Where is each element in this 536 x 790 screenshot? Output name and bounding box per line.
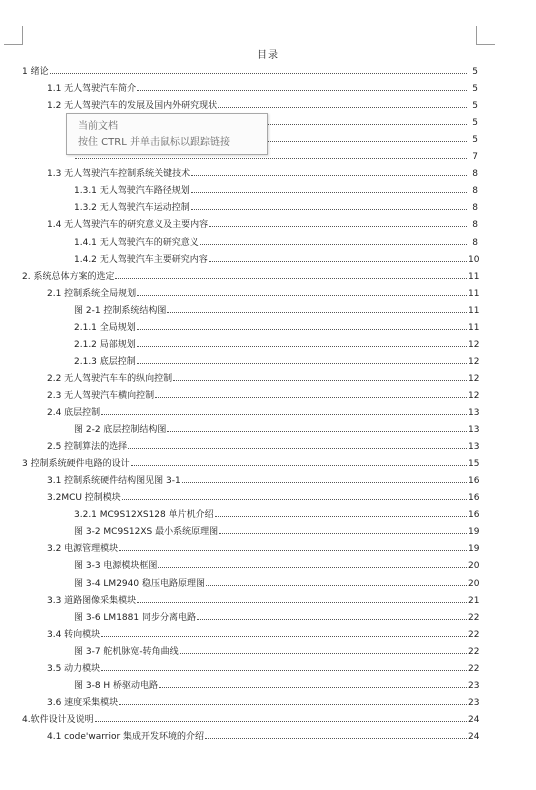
toc-entry-label: 2.3 无人驾驶汽车横向控制	[47, 390, 155, 401]
tooltip-line-1: 当前文档	[78, 121, 118, 132]
toc-entry-label: 3 控制系统硬件电路的设计	[22, 459, 130, 470]
toc-entry-label: 3.2.1 MC9S12XS128 单片机介绍	[74, 510, 214, 521]
toc-leader-dots	[137, 286, 467, 296]
toc-entry-label: 3.5 动力模块	[47, 663, 101, 674]
toc-entry[interactable]	[47, 661, 478, 675]
toc-entry-label: 1.2 无人驾驶汽车的发展及国内外研究现状	[47, 101, 218, 112]
toc-entry-label: 4.1 code'warrior 集成开发环境的介绍	[47, 731, 205, 742]
toc-entry-page-number: 5	[472, 67, 478, 77]
toc-leader-dots	[128, 439, 467, 449]
toc-entry[interactable]	[47, 81, 478, 95]
toc-entry[interactable]	[22, 269, 478, 283]
toc-entry-label: 3.1 控制系统硬件结构图见图 3-1	[47, 476, 181, 487]
toc-entry-page-number: 21	[468, 595, 480, 606]
toc-entry-label: 图 2-1 控制系统结构图	[74, 305, 167, 316]
toc-entry-page-number: 5	[472, 118, 478, 129]
toc-entry-label: 图 3-2 MC9S12XS 最小系统原理图	[74, 527, 219, 538]
toc-entry-page-number: 24	[468, 731, 480, 742]
toc-entry-label: 图 3-8 H 桥驱动电路	[74, 680, 159, 691]
toc-entry[interactable]	[74, 200, 478, 214]
toc-entry-page-number: 8	[472, 237, 478, 248]
toc-entry-page-number: 8	[472, 220, 478, 231]
toc-leader-dots	[115, 269, 467, 279]
toc-entry[interactable]	[74, 337, 478, 351]
toc-entry-label: 1.4 无人驾驶汽车的研究意义及主要内容	[47, 220, 209, 231]
toc-entry[interactable]	[74, 610, 478, 624]
toc-leader-dots	[209, 217, 467, 227]
toc-entry[interactable]	[74, 303, 478, 317]
toc-entry-label: 2.1.1 全局规划	[74, 322, 136, 333]
toc-leader-dots	[197, 610, 467, 620]
toc-entry[interactable]	[74, 507, 478, 521]
toc-entry-page-number: 12	[468, 339, 480, 350]
toc-entry-page-number: 22	[468, 612, 480, 623]
toc-entry-page-number: 11	[468, 288, 480, 299]
toc-entry-page-number: 10	[468, 254, 480, 265]
toc-entry-label: 2. 系统总体方案的选定	[22, 271, 115, 282]
toc-entry-label: 2.1.3 底层控制	[74, 356, 136, 367]
toc-entry-page-number: 8	[472, 186, 478, 197]
toc-entry[interactable]	[47, 217, 478, 231]
toc-entry-label: 图 3-6 LM1881 同步分离电路	[74, 612, 196, 623]
toc-entry-label: 4.软件设计及说明	[22, 714, 94, 725]
toc-entry[interactable]	[74, 644, 478, 658]
toc-entry-page-number: 24	[468, 714, 480, 725]
toc-leader-dots	[137, 320, 467, 330]
toc-leader-dots	[215, 507, 467, 517]
toc-entry-page-number: 8	[472, 169, 478, 180]
toc-entry-label: 图 3-3 电源模块框图	[74, 561, 158, 572]
toc-entry-label: 1.4.1 无人驾驶汽车的研究意义	[74, 237, 199, 248]
toc-leader-dots	[119, 695, 467, 705]
toc-entry-label: 图 3-7 舵机脉宽-转角曲线	[74, 646, 179, 657]
toc-entry[interactable]	[47, 439, 478, 453]
toc-entry-page-number: 16	[468, 493, 480, 504]
toc-entry-page-number: 22	[468, 663, 480, 674]
toc-entry[interactable]	[74, 183, 478, 197]
toc-entry-page-number: 5	[472, 84, 478, 95]
toc-entry-label: 3.3 道路图像采集模块	[47, 595, 137, 606]
toc-entry[interactable]	[22, 64, 478, 78]
toc-entry[interactable]	[74, 252, 478, 266]
toc-entry-label: 1.3 无人驾驶汽车控制系统关键技术	[47, 169, 191, 180]
toc-leader-dots	[218, 98, 467, 108]
toc-entry[interactable]	[74, 320, 478, 334]
toc-entry[interactable]	[47, 593, 478, 607]
toc-entry-page-number: 20	[468, 561, 480, 572]
toc-entry-page-number: 22	[468, 629, 480, 640]
toc-entry-label: 2.1.2 局部规划	[74, 339, 136, 350]
toc-entry-page-number: 7	[472, 152, 478, 163]
toc-entry-label: 1.3.1 无人驾驶汽车路径规划	[74, 186, 190, 197]
toc-leader-dots	[119, 541, 467, 551]
toc-entry[interactable]	[74, 235, 478, 249]
toc-entry-page-number: 13	[468, 425, 480, 436]
toc-leader-dots	[219, 524, 467, 534]
toc-leader-dots	[137, 354, 467, 364]
toc-leader-dots	[50, 64, 467, 74]
toc-leader-dots	[137, 337, 467, 347]
toc-entry-page-number: 15	[468, 459, 480, 470]
toc-entry[interactable]	[47, 473, 478, 487]
toc-entry[interactable]	[22, 712, 478, 726]
toc-entry-page-number: 16	[468, 510, 480, 521]
toc-entry[interactable]	[47, 371, 478, 385]
toc-entry-page-number: 5	[472, 101, 478, 112]
toc-entry[interactable]	[47, 166, 478, 180]
toc-leader-dots	[131, 456, 467, 466]
toc-entry-page-number: 19	[468, 527, 480, 538]
link-tooltip	[66, 113, 268, 155]
toc-leader-dots	[191, 200, 467, 210]
toc-leader-dots	[158, 558, 467, 568]
toc-leader-dots	[209, 252, 467, 262]
toc-entry-label: 3.2MCU 控制模块	[47, 493, 121, 504]
toc-title: 目录	[257, 50, 279, 61]
toc-leader-dots	[137, 81, 467, 91]
toc-entry-page-number: 20	[468, 578, 480, 589]
toc-entry[interactable]	[74, 576, 478, 590]
toc-entry[interactable]	[47, 490, 478, 504]
toc-entry-label: 2.2 无人驾驶汽车车的纵向控制	[47, 373, 173, 384]
toc-entry-page-number: 13	[468, 408, 480, 418]
toc-leader-dots	[101, 661, 467, 671]
toc-entry[interactable]	[74, 422, 478, 436]
toc-entry-label: 1.3.2 无人驾驶汽车运动控制	[74, 203, 190, 214]
toc-leader-dots	[182, 473, 467, 483]
toc-leader-dots	[159, 678, 467, 688]
toc-leader-dots	[167, 303, 467, 313]
toc-entry-page-number: 11	[468, 271, 480, 282]
toc-entry[interactable]	[47, 627, 478, 641]
toc-entry[interactable]	[74, 524, 478, 538]
toc-entry[interactable]	[74, 354, 478, 368]
toc-entry[interactable]	[47, 695, 478, 709]
toc-entry-page-number: 12	[468, 373, 480, 384]
toc-entry-label: 2.5 控制算法的选择	[47, 442, 128, 453]
toc-entry-label: 1.4.2 无人驾驶汽车主要研究内容	[74, 254, 208, 265]
toc-entry[interactable]	[74, 558, 478, 572]
toc-entry[interactable]	[74, 678, 478, 692]
toc-leader-dots	[191, 183, 467, 193]
toc-entry-page-number: 11	[468, 305, 480, 316]
toc-entry-label: 3.6 速度采集模块	[47, 697, 119, 708]
toc-entry-page-number: 23	[468, 680, 480, 691]
toc-entry-label: 图 3-4 LM2940 稳压电路原理图	[74, 578, 205, 589]
toc-entry-label: 1 绪论	[22, 67, 49, 77]
toc-leader-dots	[167, 422, 467, 432]
toc-entry[interactable]	[47, 388, 478, 402]
toc-leader-dots	[95, 712, 467, 722]
toc-entry[interactable]	[47, 98, 478, 112]
toc-leader-dots	[206, 576, 467, 586]
toc-entry-label: 1.1 无人驾驶汽车简介	[47, 84, 137, 95]
toc-entry-page-number: 19	[468, 544, 480, 555]
toc-entry[interactable]	[47, 405, 478, 419]
toc-leader-dots	[155, 388, 467, 398]
toc-leader-dots	[122, 490, 467, 500]
toc-entry-page-number: 11	[468, 322, 480, 333]
toc-leader-dots	[180, 644, 467, 654]
toc-entry-page-number: 8	[472, 203, 478, 214]
toc-entry-page-number: 23	[468, 697, 480, 708]
toc-entry[interactable]	[22, 456, 478, 470]
toc-entry-label: 3.2 电源管理模块	[47, 544, 119, 555]
toc-entry-label: 3.4 转向模块	[47, 629, 101, 640]
toc-entry-page-number: 16	[468, 476, 480, 487]
toc-entry[interactable]	[47, 286, 478, 300]
toc-leader-dots	[101, 627, 467, 637]
toc-entry-page-number: 5	[472, 135, 478, 146]
toc-leader-dots	[205, 729, 467, 739]
toc-entry-label: 2.1 控制系统全局规划	[47, 288, 137, 299]
toc-entry-label: 图 2-2 底层控制结构图	[74, 425, 167, 436]
toc-entry[interactable]	[47, 729, 478, 743]
toc-entry-page-number: 22	[468, 646, 480, 657]
toc-entry[interactable]	[47, 541, 478, 555]
toc-leader-dots	[173, 371, 467, 381]
toc-entry-label: 2.4 底层控制	[47, 408, 101, 418]
toc-leader-dots	[101, 405, 467, 415]
toc-entry-page-number: 13	[468, 442, 480, 453]
toc-leader-dots	[191, 166, 467, 176]
tooltip-line-2: 按住 CTRL 并单击鼠标以跟踪链接	[78, 137, 230, 148]
toc-entry-page-number: 12	[468, 356, 480, 367]
toc-leader-dots	[200, 235, 467, 245]
toc-entry-page-number: 12	[468, 390, 480, 401]
toc-leader-dots	[137, 593, 467, 603]
